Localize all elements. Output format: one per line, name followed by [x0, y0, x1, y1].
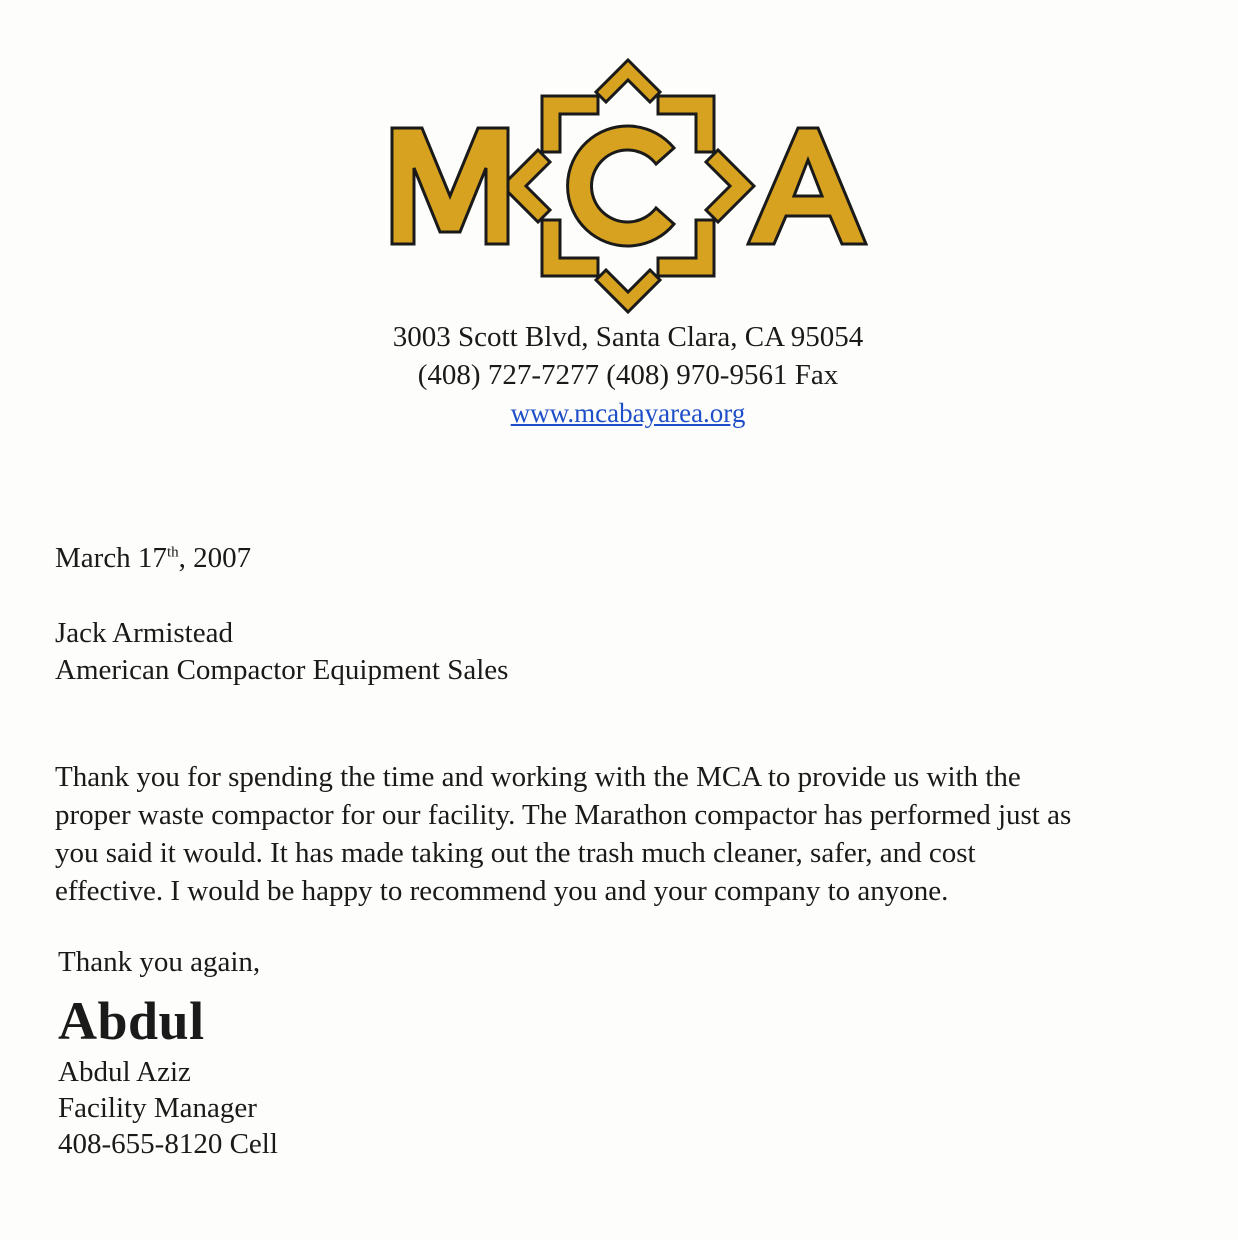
sender-name: Abdul Aziz: [58, 1056, 191, 1088]
body-line: proper waste compactor for our facility. The Marathon compactor has performed just as: [55, 799, 1072, 831]
mca-logo: [388, 56, 868, 316]
letterhead-phone-fax: (408) 727-7277 (408) 970-9561 Fax: [417, 359, 839, 391]
sender-block: [58, 1054, 278, 1162]
logo-frame-bottom: [596, 270, 660, 312]
logo-letter-m: [392, 128, 508, 244]
letter-date: [55, 542, 251, 575]
recipient-name: Jack Armistead: [55, 617, 233, 649]
body-line: Thank you for spending the time and working with the MCA to provide us with the: [55, 761, 1021, 793]
recipient-block: [55, 615, 508, 689]
signature: Abdul: [58, 991, 205, 1051]
letter-closing: Thank you again,: [58, 946, 261, 978]
logo-letter-c: [568, 126, 674, 246]
logo-frame-top: [596, 60, 660, 102]
logo-frame-right: [706, 150, 754, 222]
date-ordinal: th: [166, 544, 179, 561]
letterhead-address-block: [0, 318, 1238, 432]
body-line: effective. I would be happy to recommend you and your company to anyone.: [55, 875, 949, 907]
body-line: you said it would. It has made taking out the trash much cleaner, safer, and cost: [55, 837, 976, 869]
recipient-company: American Compactor Equipment Sales: [55, 654, 509, 686]
logo-letter-a: [748, 128, 866, 244]
date-year: , 2007: [178, 542, 252, 574]
sender-phone: 408-655-8120 Cell: [58, 1128, 278, 1160]
mca-logo-graphic: [388, 56, 868, 316]
website-link[interactable]: www.mcabayarea.org: [510, 398, 746, 428]
sender-title: Facility Manager: [58, 1092, 257, 1124]
letter-body: [55, 758, 1195, 910]
letterhead-address: 3003 Scott Blvd, Santa Clara, CA 95054: [392, 321, 864, 353]
date-day: March 17: [55, 542, 167, 574]
